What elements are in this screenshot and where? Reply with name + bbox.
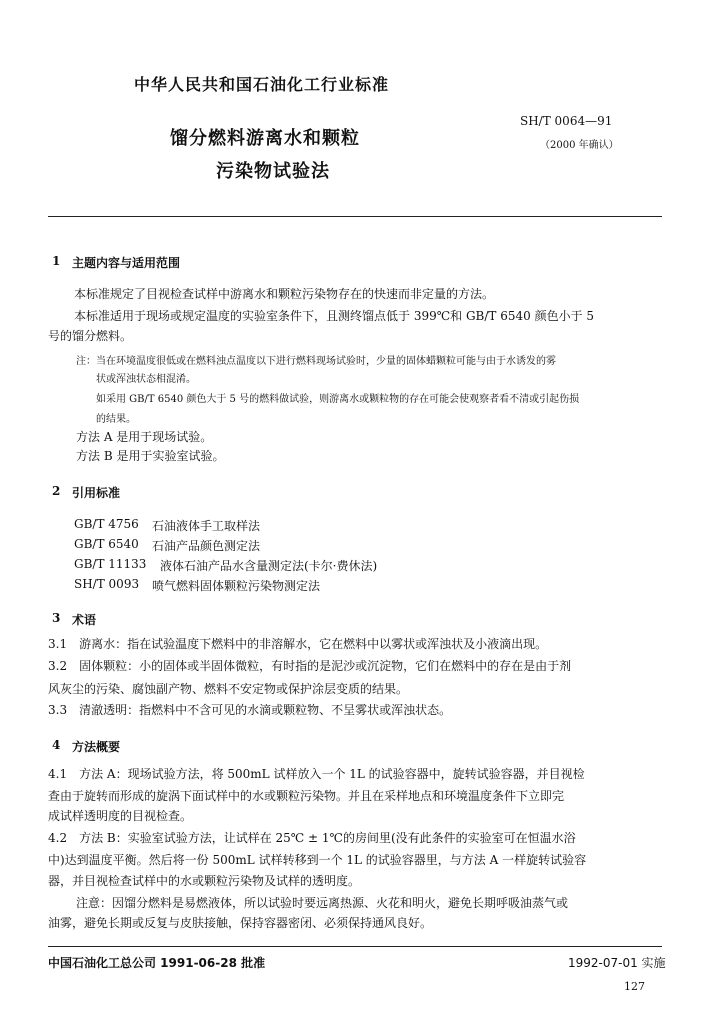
section-4-title: 方法概要 (72, 740, 121, 754)
caution-line2: 油雾，避免长期或反复与皮肤接触，保持容器密闭、必须保持通风良好。 (48, 916, 433, 930)
note-1-line1: 注：当在环境温度很低或在燃料浊点温度以下进行燃料现场试验时，少量的固体蜡颗粒可能与由于水诱发的雾 (76, 356, 556, 367)
section-1-title: 主题内容与适用范围 (72, 256, 181, 270)
section-1-para-2a: 本标准适用于现场或规定温度的实验室条件下，且测终馏点低于 399℃和 GB/T 6540 颜色小于 5 (74, 309, 595, 323)
ref-title: 石油产品颜色测定法 (152, 539, 261, 553)
term-3-3: 3.3 清澈透明：指燃料中不含可见的水滴或颗粒物、不呈雾状或浑浊状态。 (48, 703, 452, 717)
issuing-body-title: 中华人民共和国石油化工行业标准 (134, 75, 390, 94)
confirmation-year: （2000 年确认） (540, 140, 619, 151)
note-2-line1: 如采用 GB/T 6540 颜色大于 5 号的燃料做试验，则游离水或颗粒物的存在可能会使观察者看不清或引起伤损 (96, 394, 580, 405)
method-b-text: 方法 B 是用于实验室试验。 (76, 449, 225, 463)
term-3-2-line1: 3.2 固体颗粒：小的固体或半固体微粒，有时指的是泥沙或沉淀物，它们在燃料中的存在是由于剂 (48, 659, 572, 673)
section-1-number: 1 (52, 254, 61, 268)
ref-code: GB/T 4756 (74, 517, 139, 531)
section-1-para-2b: 号的馏分燃料。 (48, 329, 133, 343)
note-1-line2: 状或浑浊状态相混淆。 (96, 374, 196, 385)
page-number: 127 (624, 980, 645, 993)
term-3-1: 3.1 游离水：指在试验温度下燃料中的非溶解水，它在燃料中以雾状或浑浊状及小液滴出现。 (48, 637, 548, 651)
section-1-para-1: 本标准规定了目视检查试样中游离水和颗粒污染物存在的快速而非定量的方法。 (74, 287, 495, 301)
method-4-1-line2: 查由于旋转而形成的旋涡下面试样中的水或颗粒污染物。并且在采样地点和环境温度条件下立即完 (48, 789, 565, 803)
section-3-number: 3 (52, 611, 61, 625)
method-4-1-line3: 成试样透明度的目视检查。 (48, 809, 193, 823)
section-4-number: 4 (52, 738, 61, 752)
section-2-number: 2 (52, 484, 61, 498)
ref-title: 液体石油产品水含量测定法(卡尔·费休法) (160, 559, 378, 573)
approval-line: 中国石油化工总公司 1991-06-28 批准 (48, 956, 266, 970)
section-2-title: 引用标准 (72, 486, 121, 500)
term-3-2-line2: 风灰尘的污染、腐蚀副产物、燃料不安定物或保护涂层变质的结果。 (48, 682, 409, 696)
document-title-line1: 馏分燃料游离水和颗粒 (170, 128, 360, 149)
ref-code: SH/T 0093 (74, 577, 140, 591)
method-4-2-line2: 中)达到温度平衡。然后将一份 500mL 试样转移到一个 1L 的试验容器里，与方法 A 一样旋转试验容 (48, 853, 587, 867)
document-title-line2: 污染物试验法 (216, 161, 330, 182)
note-2-line2: 的结果。 (96, 414, 136, 425)
standard-code: SH/T 0064—91 (520, 114, 613, 128)
ref-code: GB/T 11133 (74, 557, 147, 571)
header-divider (48, 216, 662, 217)
implementation-date: 1992-07-01 实施 (568, 956, 666, 970)
section-3-title: 术语 (72, 613, 97, 627)
method-4-2-line3: 器，并目视检查试样中的水或颗粒污染物及试样的透明度。 (48, 874, 361, 888)
footer-divider (48, 946, 662, 947)
ref-title: 喷气燃料固体颗粒污染物测定法 (152, 579, 321, 593)
caution-line1: 注意：因馏分燃料是易燃液体，所以试验时要远离热源、火花和明火，避免长期呼吸油蒸气或 (76, 896, 569, 910)
method-4-2-line1: 4.2 方法 B：实验室试验方法，让试样在 25℃ ± 1℃的房间里(没有此条件的实验室可在恒温水浴 (48, 831, 576, 845)
method-a-text: 方法 A 是用于现场试验。 (76, 430, 213, 444)
ref-title: 石油液体手工取样法 (152, 519, 261, 533)
ref-code: GB/T 6540 (74, 537, 139, 551)
method-4-1-line1: 4.1 方法 A：现场试验方法，将 500mL 试样放入一个 1L 的试验容器中，旋转试验容器，并目视检 (48, 767, 585, 781)
